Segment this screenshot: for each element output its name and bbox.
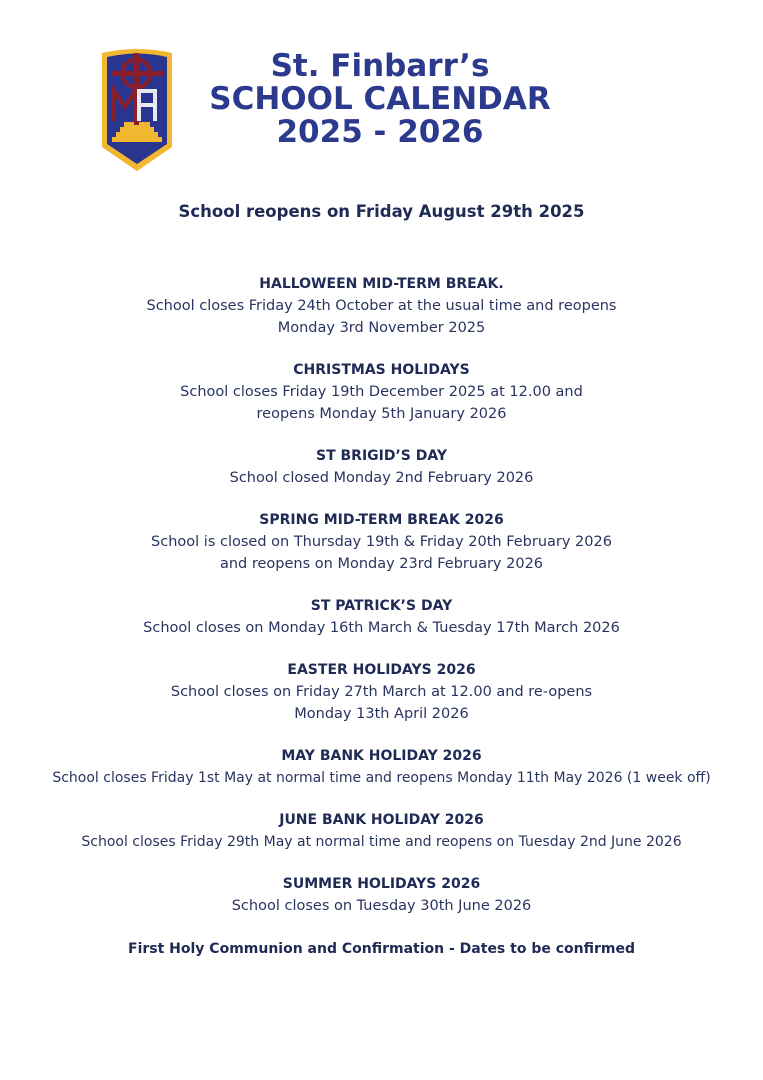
section-heading: ST PATRICK’S DAY [310, 598, 453, 614]
section-heading: HALLOWEEN MID-TERM BREAK. [259, 276, 504, 292]
section-may-bank-holiday [0, 746, 763, 789]
section-line: reopens Monday 5th January 2026 [256, 406, 507, 422]
section-heading: ST BRIGID’S DAY [315, 448, 448, 464]
section-halloween [0, 274, 763, 339]
section-line: School closes Friday 29th May at normal time and reopens on Tuesday 2nd June 2026 [81, 834, 682, 850]
section-line: School closes Friday 24th October at the usual time and reopens [146, 298, 617, 314]
section-easter [0, 660, 763, 725]
section-line: Monday 13th April 2026 [294, 706, 469, 722]
section-summer [0, 874, 763, 917]
section-line: School closes on Monday 16th March & Tuesday 17th March 2026 [143, 620, 620, 636]
title-school-name: St. Finbarr’s [270, 48, 490, 84]
section-june-bank-holiday [0, 810, 763, 853]
footer-note: First Holy Communion and Confirmation - Dates to be confirmed [128, 941, 635, 957]
section-heading: EASTER HOLIDAYS 2026 [287, 662, 476, 678]
section-heading: MAY BANK HOLIDAY 2026 [281, 748, 482, 764]
section-line: School closes on Tuesday 30th June 2026 [231, 898, 532, 914]
section-heading: SUMMER HOLIDAYS 2026 [282, 876, 481, 892]
section-line: Monday 3rd November 2025 [277, 320, 486, 336]
title-year: 2025 - 2026 [276, 114, 484, 150]
section-line: School closed Monday 2nd February 2026 [229, 470, 534, 486]
school-crest-logo [99, 47, 175, 173]
calendar-sections [0, 274, 763, 938]
section-line: School closes Friday 1st May at normal time and reopens Monday 11th May 2026 (1 week off) [52, 770, 711, 786]
section-line: School closes on Friday 27th March at 12.00 and re-opens [170, 684, 593, 700]
reopen-notice: School reopens on Friday August 29th 2025 [178, 202, 585, 221]
page-title [200, 50, 560, 149]
section-heading: CHRISTMAS HOLIDAYS [293, 362, 470, 378]
section-st-brigid [0, 446, 763, 489]
section-heading: JUNE BANK HOLIDAY 2026 [279, 812, 484, 828]
section-spring-midterm [0, 510, 763, 575]
section-line: and reopens on Monday 23rd February 2026 [219, 556, 544, 572]
section-line: School closes Friday 19th December 2025 at 12.00 and [180, 384, 583, 400]
section-line: School is closed on Thursday 19th & Friday 20th February 2026 [151, 534, 612, 550]
section-christmas [0, 360, 763, 425]
section-heading: SPRING MID-TERM BREAK 2026 [259, 512, 504, 528]
section-st-patrick [0, 596, 763, 639]
title-calendar: SCHOOL CALENDAR [209, 81, 551, 117]
